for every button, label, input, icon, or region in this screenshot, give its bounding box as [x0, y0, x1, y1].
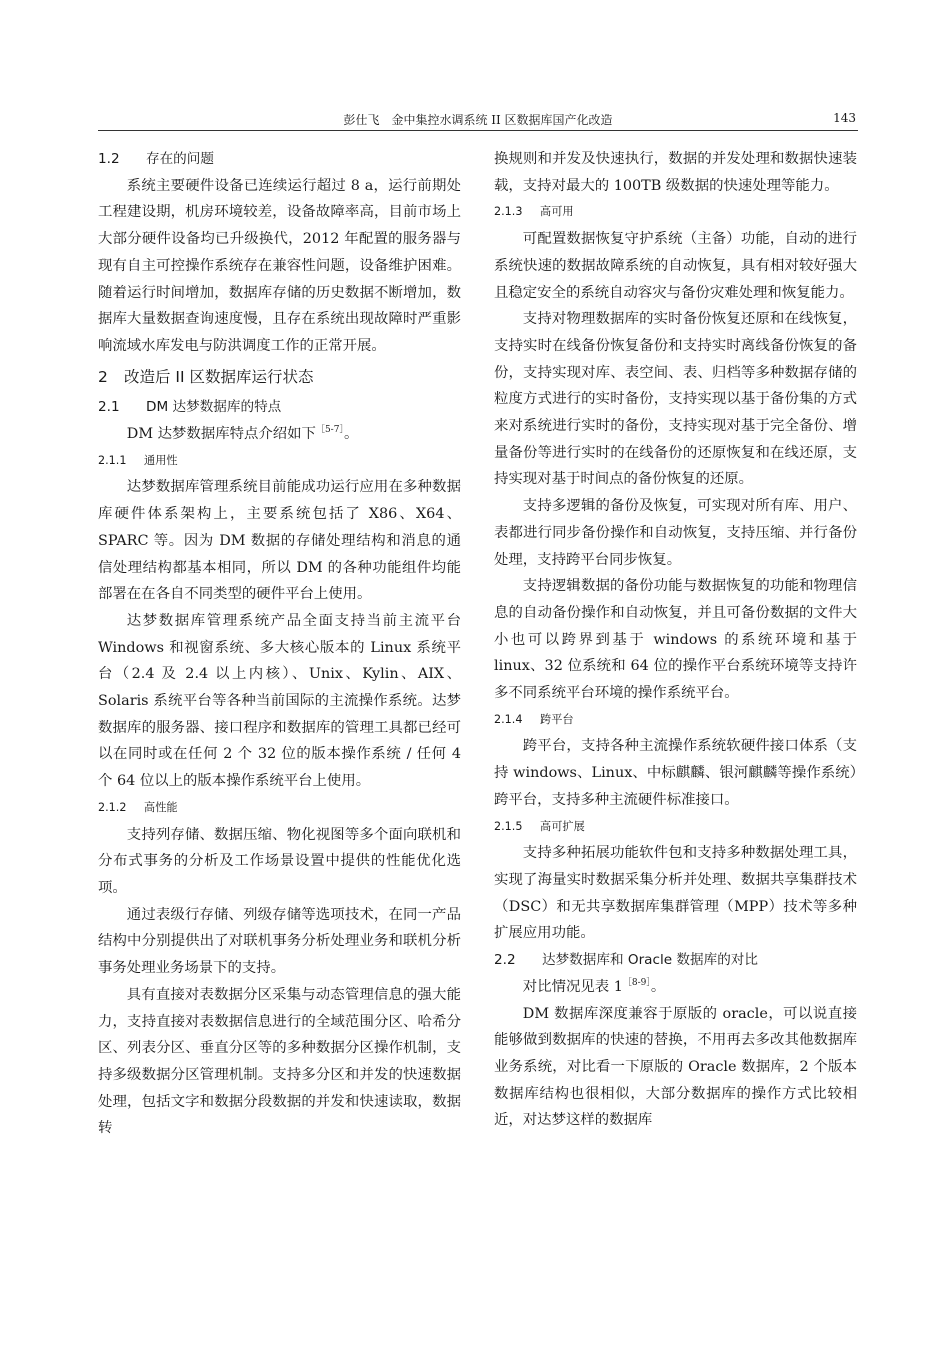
paragraph: 支持多逻辑的备份及恢复，可实现对所有库、用户、表都进行同步备份操作和自动恢复，支持压缩、并行备份处理，支持跨平台同步恢复。	[494, 498, 857, 568]
section-number: 2.1.1	[98, 453, 127, 467]
left-column	[98, 146, 461, 1142]
page-header	[98, 108, 858, 131]
paragraph: 换规则和并发及快速执行，数据的并发处理和数据快速装载，支持对最大的 100TB 级数据的快速处理等能力。	[494, 151, 857, 194]
section-title: 达梦数据库和 Oracle 数据库的对比	[542, 952, 758, 969]
section-title: 通用性	[144, 453, 178, 467]
section-heading-2-2	[494, 947, 857, 974]
page-number: 143	[833, 111, 856, 125]
paragraph: 支持多种拓展功能软件包和支持多种数据处理工具，实现了海量实时数据采集分析并处理、数据共享集群技术（DSC）和无共享数据库集群管理（MPP）技术等多种扩展应用功能。	[494, 845, 857, 942]
section-title: 高可扩展	[540, 819, 585, 833]
section-heading-2-1-4	[494, 707, 857, 734]
section-title: 高性能	[144, 800, 178, 814]
section-number: 2.1	[98, 399, 120, 416]
section-number: 2.2	[494, 952, 516, 969]
section-title: 改造后 II 区数据库运行状态	[124, 367, 314, 386]
paragraph: 跨平台，支持各种主流操作系统软硬件接口体系（支持 windows、Linux、中标麒麟、银河麒麟等操作系统）跨平台，支持多种主流硬件标准接口。	[494, 738, 857, 808]
section-heading-2-1-5	[494, 814, 857, 841]
section-number: 2.1.4	[494, 712, 523, 726]
paragraph: 支持列存储、数据压缩、物化视图等多个面向联机和分布式事务的分析及工作场景设置中提供的性能优化选项。	[98, 826, 461, 896]
paragraph: 达梦数据库管理系统产品全面支持当前主流平台 Windows 和视窗系统、多大核心版本的 Linux 系统平台（2.4 及 2.4 以上内核）、Unix、Kylin、AIX、Solaris 系统平台等各种当前国际的主流操作系统。达梦数据库的服务器、接口程序和数据库的管理工具都已经可以在同时或在任何 2 个 32 位的版本操作系统 / 任何 4 个 64 位以上的版本操作系统平台上使用。	[98, 612, 461, 790]
citation: ［8-9］	[622, 978, 651, 988]
paragraph: 具有直接对表数据分区采集与动态管理信息的强大能力，支持直接对表数据信息进行的全域范围分区、哈希分区、列表分区、垂直分区等的多种数据分区操作机制，支持多级数据分区管理机制。支持多分区和并发的快速数据处理，包括文字和数据分段数据的并发和快速读取，数据转	[98, 986, 461, 1137]
section-heading-2-1-3	[494, 199, 857, 226]
section-heading-2	[98, 364, 461, 391]
paragraph-text: 对比情况见表 1	[522, 978, 623, 995]
paragraph: 通过表级行存储、列级存储等选项技术，在同一产品结构中分别提供出了对联机事务分析处理业务和联机分析事务处理业务场景下的支持。	[98, 906, 461, 977]
paragraph: 支持逻辑数据的备份功能与数据恢复的功能和物理信息的自动备份操作和自动恢复，并且可备份数据的文件大小也可以跨界到基于 windows 的系统环境和基于 linux、32 位系统和 64 位的操作平台系统环境等支持许多不同系统平台环境的操作系统平台。	[494, 578, 857, 702]
section-heading-2-1	[98, 394, 461, 421]
section-number: 2.1.3	[494, 205, 523, 219]
section-number: 2.1.2	[98, 800, 127, 814]
section-number: 2.1.5	[494, 819, 523, 833]
section-title: 高可用	[540, 205, 574, 219]
paragraph-text: DM 达梦数据库特点介绍如下	[126, 426, 316, 443]
paragraph	[98, 421, 461, 448]
paragraph: 系统主要硬件设备已连续运行超过 8 a，运行前期处工程建设期，机房环境较差，设备故障率高，目前市场上大部分硬件设备均已升级换代，2012 年配置的服务器与现有自主可控操作系统存在兼容性问题，设备维护困难。随着运行时间增加，数据库存储的历史数据不断增加，数据库大量数据查询速度慢，且存在系统出现故障时严重影响流域水库发电与防洪调度工作的正常开展。	[98, 177, 461, 354]
paragraph-end: 。	[343, 426, 359, 443]
section-heading-2-1-1	[98, 448, 461, 475]
right-column	[494, 146, 857, 1134]
section-number: 2	[98, 367, 108, 386]
paragraph: DM 数据库深度兼容于原版的 oracle，可以说直接能够做到数据库的快速的替换，不用再去多改其他数据库业务系统，对比看一下原版的 Oracle 数据库，2 个版本数据库结构也很相似，大部分数据库的操作方式比较相近，对达梦这样的数据库	[494, 1005, 857, 1129]
section-title: 跨平台	[540, 712, 574, 726]
paragraph: 支持对物理数据库的实时备份恢复还原和在线恢复，支持实时在线备份恢复备份和支持实时离线备份恢复的备份，支持实现对库、表空间、表、归档等多种数据存储的粒度方式进行的实时备份，支持实现以基于备份集的方式来对系统进行实时的备份，支持实现对基于完全备份、增量备份等进行实时的在线备份的还原恢复和在线还原，支持实现对基于时间点的备份恢复的还原。	[494, 311, 857, 488]
paragraph: 可配置数据恢复守护系统（主备）功能，自动的进行系统快速的数据故障系统的自动恢复，具有相对较好强大且稳定安全的系统自动容灾与备份灾难处理和恢复能力。	[494, 231, 857, 301]
section-heading-2-1-2	[98, 795, 461, 822]
citation: ［5-7］	[315, 425, 344, 436]
paragraph	[494, 974, 857, 1001]
section-title: DM 达梦数据库的特点	[146, 399, 282, 416]
section-title: 存在的问题	[146, 151, 214, 167]
section-number: 1.2	[98, 151, 120, 167]
section-heading-1-2	[98, 146, 461, 173]
paragraph: 达梦数据库管理系统目前能成功运行应用在多种数据库硬件体系架构上，主要系统包括了 X86、X64、SPARC 等。因为 DM 数据的存储处理结构和消息的通信处理结构都基本相同，所以 DM 的各种功能组件均能部署在在各自不同类型的硬件平台上使用。	[98, 479, 461, 603]
running-title: 彭仕飞 金中集控水调系统 II 区数据库国产化改造	[343, 113, 613, 127]
paragraph-end: 。	[650, 978, 666, 995]
